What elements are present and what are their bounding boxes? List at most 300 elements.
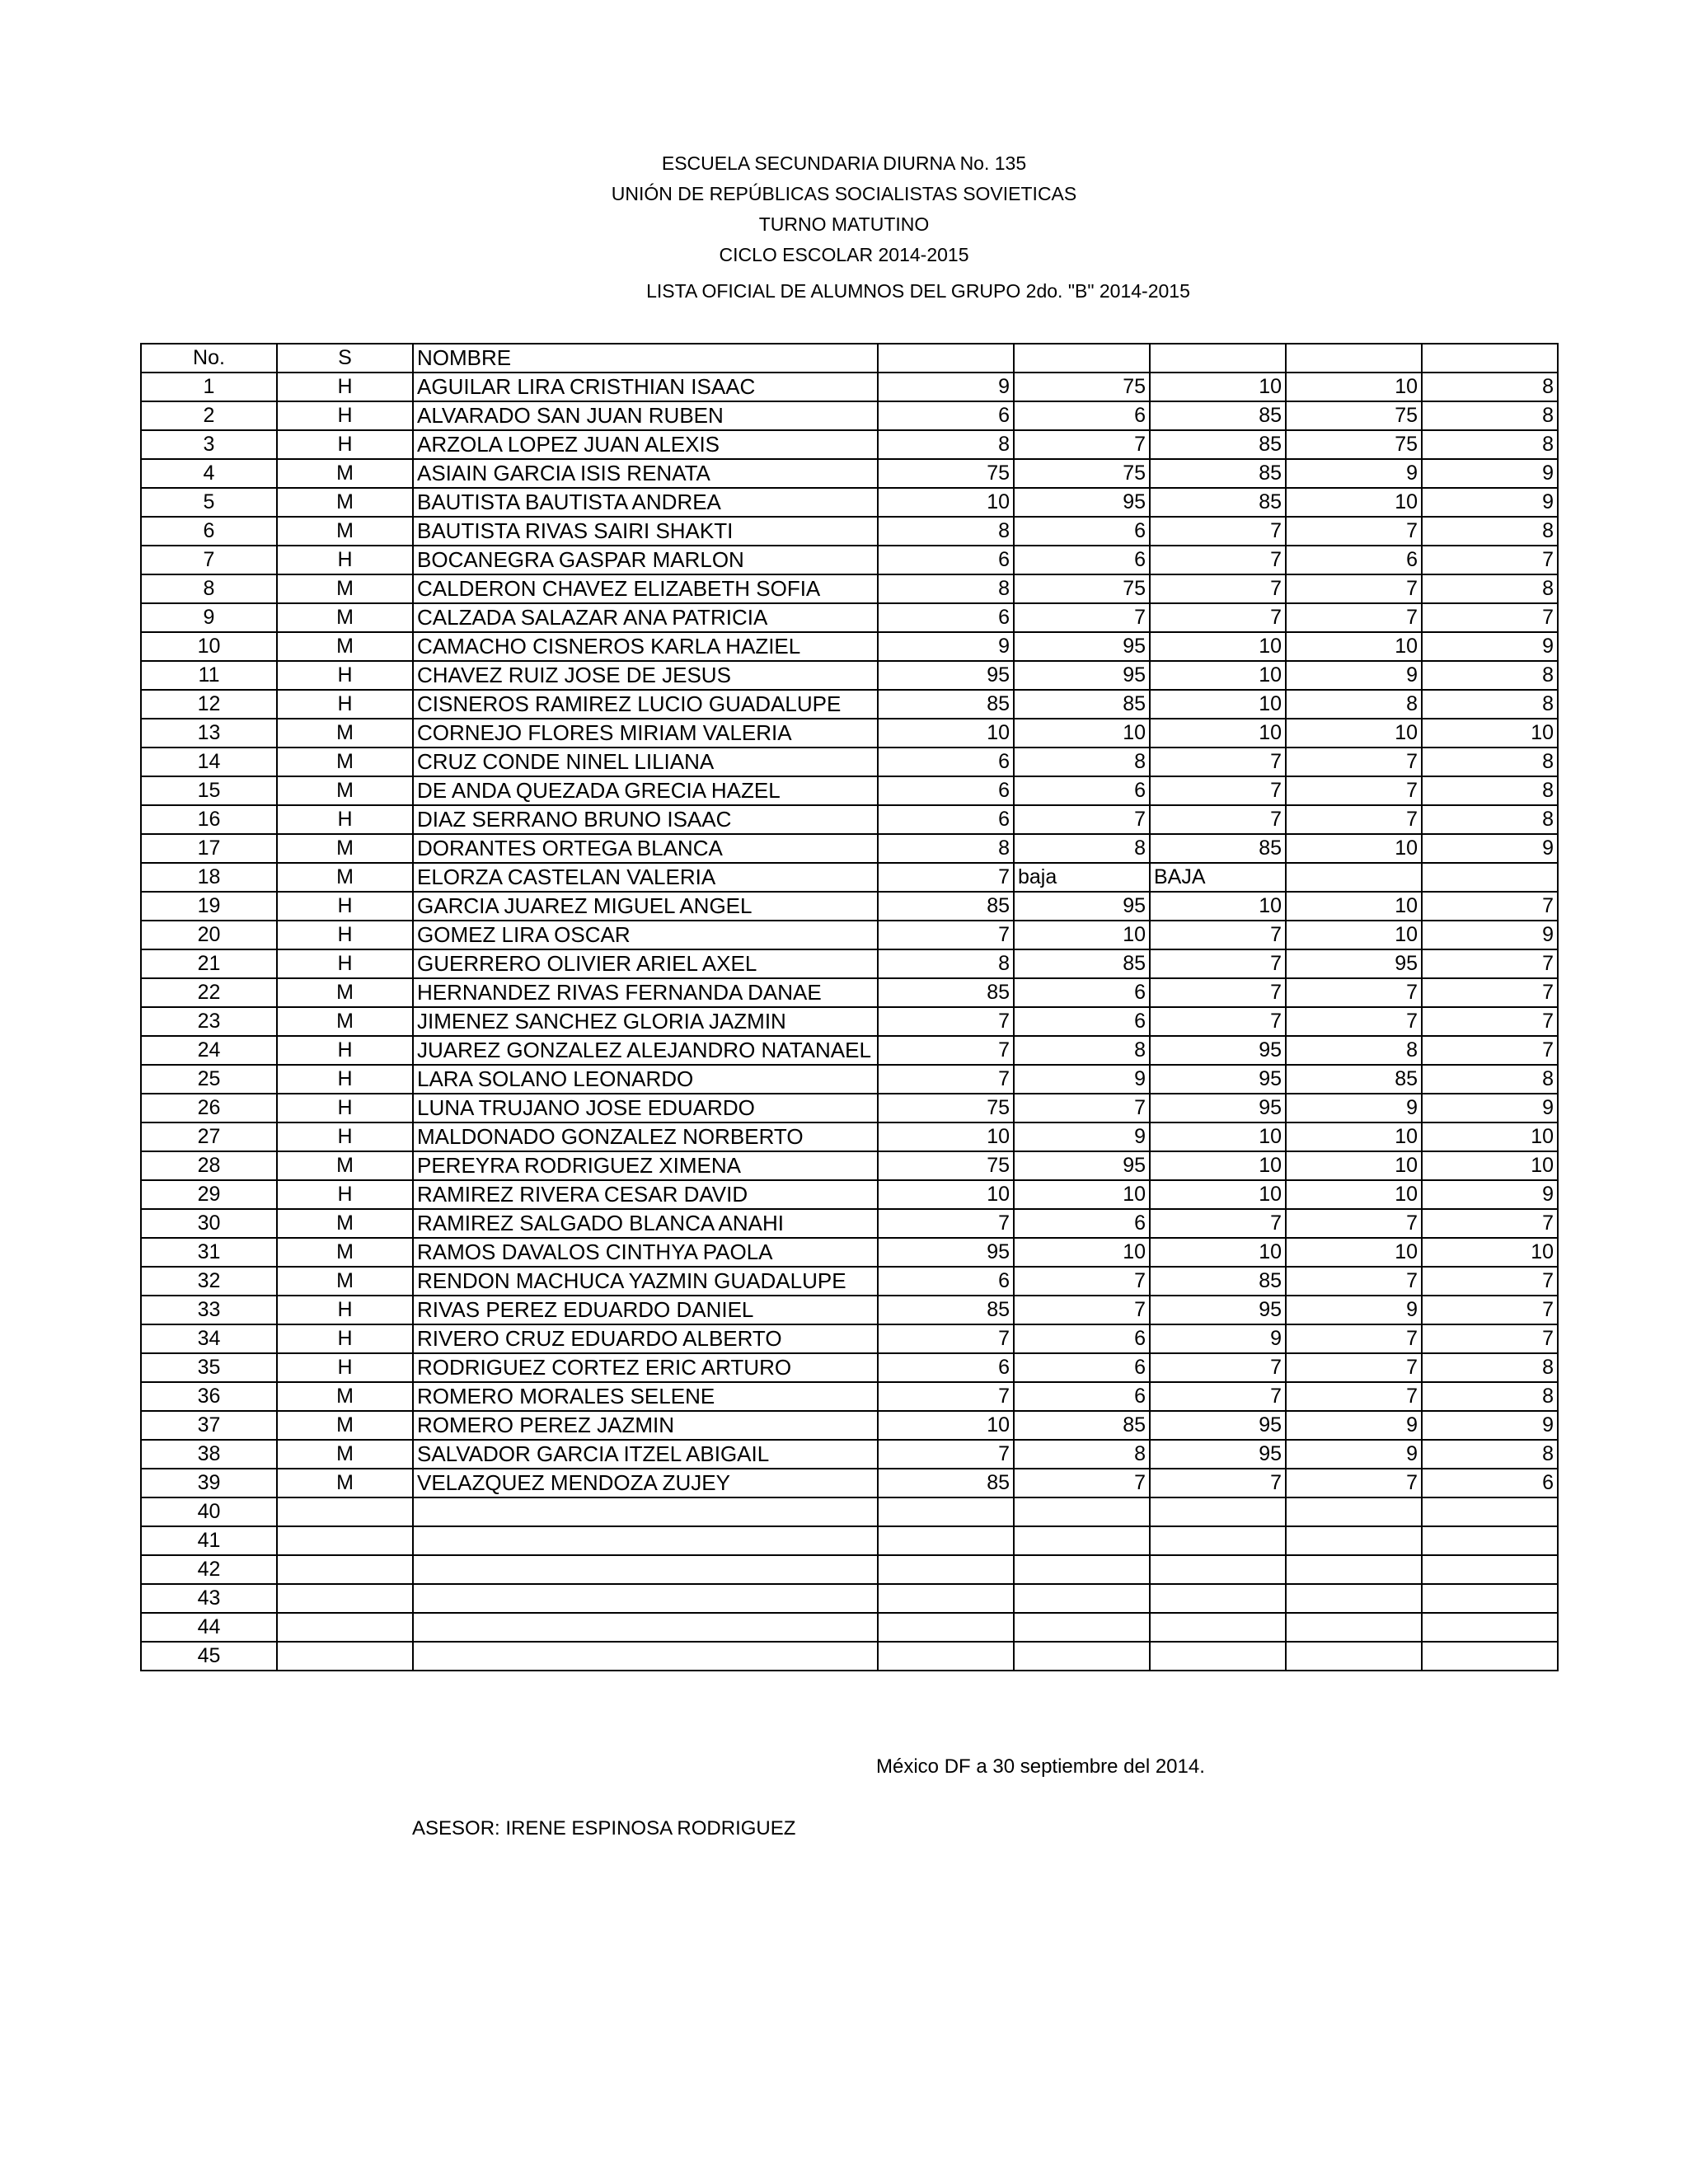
grade-4: 7 <box>1286 1324 1422 1353</box>
table-row <box>141 1555 1558 1584</box>
row-number: 20 <box>141 921 277 949</box>
row-number: 35 <box>141 1353 277 1382</box>
row-number: 44 <box>141 1613 277 1642</box>
row-sex: H <box>277 661 413 690</box>
grade-2: 6 <box>1014 776 1150 805</box>
grade-4: 10 <box>1286 1151 1422 1180</box>
row-sex: H <box>277 805 413 834</box>
grade-2 <box>1014 1497 1150 1526</box>
row-sex: H <box>277 690 413 719</box>
grade-2: 95 <box>1014 1151 1150 1180</box>
grade-4: 95 <box>1286 949 1422 978</box>
grade-5: 7 <box>1422 1209 1558 1238</box>
grade-5: 9 <box>1422 1180 1558 1209</box>
row-sex <box>277 1613 413 1642</box>
grade-4: 10 <box>1286 632 1422 661</box>
grade-2: 85 <box>1014 949 1150 978</box>
grade-4: 9 <box>1286 459 1422 488</box>
grade-3: 10 <box>1150 1151 1286 1180</box>
grade-4: 10 <box>1286 921 1422 949</box>
grade-5: 9 <box>1422 1411 1558 1440</box>
school-header <box>0 148 1688 270</box>
grade-3: 7 <box>1150 1353 1286 1382</box>
grade-5 <box>1422 863 1558 892</box>
grade-2: 85 <box>1014 1411 1150 1440</box>
grade-2: 6 <box>1014 1382 1150 1411</box>
row-number: 18 <box>141 863 277 892</box>
row-sex: H <box>277 1122 413 1151</box>
grade-5 <box>1422 1526 1558 1555</box>
grade-2 <box>1014 1642 1150 1671</box>
table-row <box>141 546 1558 574</box>
grade-3: 10 <box>1150 892 1286 921</box>
row-sex: M <box>277 517 413 546</box>
grade-4: 9 <box>1286 1440 1422 1469</box>
row-number: 30 <box>141 1209 277 1238</box>
row-number: 32 <box>141 1267 277 1296</box>
student-name: RIVERO CRUZ EDUARDO ALBERTO <box>413 1324 878 1353</box>
grade-2: 75 <box>1014 373 1150 401</box>
grade-4 <box>1286 1497 1422 1526</box>
grade-1: 6 <box>878 1353 1014 1382</box>
student-name <box>413 1613 878 1642</box>
grade-3: 7 <box>1150 546 1286 574</box>
student-name: CRUZ CONDE NINEL LILIANA <box>413 748 878 776</box>
student-name: BAUTISTA BAUTISTA ANDREA <box>413 488 878 517</box>
grade-4: 9 <box>1286 1411 1422 1440</box>
grade-4 <box>1286 1526 1422 1555</box>
grade-2: 7 <box>1014 430 1150 459</box>
row-number: 41 <box>141 1526 277 1555</box>
grade-5: 10 <box>1422 719 1558 748</box>
row-number: 12 <box>141 690 277 719</box>
row-number: 38 <box>141 1440 277 1469</box>
row-sex <box>277 1497 413 1526</box>
table-header-row <box>141 344 1558 373</box>
row-number: 5 <box>141 488 277 517</box>
grade-3: 95 <box>1150 1440 1286 1469</box>
student-name <box>413 1584 878 1613</box>
grade-1 <box>878 1526 1014 1555</box>
row-sex: H <box>277 430 413 459</box>
row-number: 43 <box>141 1584 277 1613</box>
row-sex: H <box>277 949 413 978</box>
grade-3: 7 <box>1150 776 1286 805</box>
grade-5: 7 <box>1422 1007 1558 1036</box>
column-header-sex: S <box>277 344 413 373</box>
grade-2: 95 <box>1014 661 1150 690</box>
grade-3 <box>1150 1526 1286 1555</box>
grade-2: 6 <box>1014 401 1150 430</box>
grade-2: 75 <box>1014 574 1150 603</box>
table-row <box>141 892 1558 921</box>
student-name <box>413 1642 878 1671</box>
grade-3: 7 <box>1150 603 1286 632</box>
grade-1 <box>878 1497 1014 1526</box>
row-number: 3 <box>141 430 277 459</box>
row-number: 24 <box>141 1036 277 1065</box>
table-row <box>141 459 1558 488</box>
grade-3: 85 <box>1150 834 1286 863</box>
table-row <box>141 1497 1558 1526</box>
student-name: SALVADOR GARCIA ITZEL ABIGAIL <box>413 1440 878 1469</box>
grade-5: 9 <box>1422 834 1558 863</box>
row-sex: M <box>277 1007 413 1036</box>
row-sex: M <box>277 1238 413 1267</box>
row-sex <box>277 1555 413 1584</box>
row-number: 31 <box>141 1238 277 1267</box>
row-sex: M <box>277 632 413 661</box>
grade-4 <box>1286 1584 1422 1613</box>
student-name: RAMIREZ SALGADO BLANCA ANAHI <box>413 1209 878 1238</box>
grade-5: 8 <box>1422 748 1558 776</box>
row-sex: H <box>277 546 413 574</box>
grade-1: 85 <box>878 1469 1014 1497</box>
table-row <box>141 517 1558 546</box>
student-name: ELORZA CASTELAN VALERIA <box>413 863 878 892</box>
grade-4: 7 <box>1286 776 1422 805</box>
grade-4 <box>1286 1555 1422 1584</box>
grade-5 <box>1422 1555 1558 1584</box>
grade-1: 7 <box>878 921 1014 949</box>
row-number: 16 <box>141 805 277 834</box>
grade-4 <box>1286 1642 1422 1671</box>
grade-1: 7 <box>878 1324 1014 1353</box>
grade-4: 7 <box>1286 1209 1422 1238</box>
grade-5: 9 <box>1422 459 1558 488</box>
column-header-grade-5 <box>1422 344 1558 373</box>
row-number: 1 <box>141 373 277 401</box>
row-number: 34 <box>141 1324 277 1353</box>
grade-2: 85 <box>1014 690 1150 719</box>
grade-1: 85 <box>878 892 1014 921</box>
table-row <box>141 921 1558 949</box>
grade-3 <box>1150 1642 1286 1671</box>
table-row <box>141 1324 1558 1353</box>
grade-4: 75 <box>1286 430 1422 459</box>
grade-5: 7 <box>1422 1267 1558 1296</box>
grade-3: 95 <box>1150 1036 1286 1065</box>
grade-3: 10 <box>1150 1122 1286 1151</box>
student-name: ROMERO PEREZ JAZMIN <box>413 1411 878 1440</box>
advisor-name: ASESOR: IRENE ESPINOSA RODRIGUEZ <box>412 1817 796 1840</box>
grade-3: 7 <box>1150 574 1286 603</box>
table-row <box>141 1267 1558 1296</box>
column-header-name: NOMBRE <box>413 344 878 373</box>
column-header-number: No. <box>141 344 277 373</box>
grade-1: 95 <box>878 1238 1014 1267</box>
grade-5: 10 <box>1422 1151 1558 1180</box>
student-name: ALVARADO SAN JUAN RUBEN <box>413 401 878 430</box>
grade-4: 10 <box>1286 719 1422 748</box>
grade-1: 6 <box>878 603 1014 632</box>
grade-1: 7 <box>878 1209 1014 1238</box>
grade-2: 9 <box>1014 1065 1150 1094</box>
grade-5: 7 <box>1422 603 1558 632</box>
grade-4: 85 <box>1286 1065 1422 1094</box>
grade-5: 8 <box>1422 1065 1558 1094</box>
grade-1: 8 <box>878 517 1014 546</box>
grade-5: 10 <box>1422 1238 1558 1267</box>
table-row <box>141 1411 1558 1440</box>
row-sex: H <box>277 1296 413 1324</box>
row-number: 40 <box>141 1497 277 1526</box>
grade-4: 10 <box>1286 373 1422 401</box>
grade-1: 6 <box>878 776 1014 805</box>
table-row <box>141 805 1558 834</box>
column-header-grade-4 <box>1286 344 1422 373</box>
student-name: JUAREZ GONZALEZ ALEJANDRO NATANAEL <box>413 1036 878 1065</box>
grade-2: 7 <box>1014 1469 1150 1497</box>
student-name: RODRIGUEZ CORTEZ ERIC ARTURO <box>413 1353 878 1382</box>
grade-5: 8 <box>1422 690 1558 719</box>
row-sex: H <box>277 892 413 921</box>
grade-3: 85 <box>1150 459 1286 488</box>
row-sex: H <box>277 1094 413 1122</box>
grade-3: 85 <box>1150 488 1286 517</box>
student-name: GOMEZ LIRA OSCAR <box>413 921 878 949</box>
student-name: ROMERO MORALES SELENE <box>413 1382 878 1411</box>
grade-1: 7 <box>878 1382 1014 1411</box>
grade-4 <box>1286 863 1422 892</box>
grade-4: 7 <box>1286 1353 1422 1382</box>
row-sex: M <box>277 1267 413 1296</box>
row-sex: M <box>277 776 413 805</box>
table-row <box>141 949 1558 978</box>
column-header-grade-3 <box>1150 344 1286 373</box>
grade-4: 7 <box>1286 574 1422 603</box>
table-row <box>141 430 1558 459</box>
table-row <box>141 1094 1558 1122</box>
row-number: 13 <box>141 719 277 748</box>
grade-3: 10 <box>1150 690 1286 719</box>
grade-5: 8 <box>1422 1353 1558 1382</box>
row-number: 28 <box>141 1151 277 1180</box>
row-number: 15 <box>141 776 277 805</box>
row-number: 29 <box>141 1180 277 1209</box>
grade-3: 10 <box>1150 1238 1286 1267</box>
grade-3: 7 <box>1150 748 1286 776</box>
grade-3: 95 <box>1150 1411 1286 1440</box>
row-sex: M <box>277 1151 413 1180</box>
grade-1: 7 <box>878 1007 1014 1036</box>
grade-4: 9 <box>1286 661 1422 690</box>
grade-3: 10 <box>1150 632 1286 661</box>
row-sex: M <box>277 1411 413 1440</box>
student-name: DE ANDA QUEZADA GRECIA HAZEL <box>413 776 878 805</box>
student-roster-table <box>140 343 1559 1671</box>
grade-4: 7 <box>1286 1267 1422 1296</box>
school-cycle: CICLO ESCOLAR 2014-2015 <box>719 244 969 265</box>
grade-2: 10 <box>1014 921 1150 949</box>
grade-1: 9 <box>878 373 1014 401</box>
grade-1: 10 <box>878 719 1014 748</box>
row-number: 14 <box>141 748 277 776</box>
grade-2: baja <box>1014 863 1150 892</box>
grade-4: 10 <box>1286 834 1422 863</box>
grade-3: 10 <box>1150 373 1286 401</box>
signing-date: México DF a 30 septiembre del 2014. <box>876 1755 1205 1778</box>
grade-5: 7 <box>1422 1324 1558 1353</box>
student-name: RIVAS PEREZ EDUARDO DANIEL <box>413 1296 878 1324</box>
grade-5: 6 <box>1422 1469 1558 1497</box>
student-name: BOCANEGRA GASPAR MARLON <box>413 546 878 574</box>
student-name: HERNANDEZ RIVAS FERNANDA DANAE <box>413 978 878 1007</box>
row-sex: M <box>277 574 413 603</box>
row-sex: M <box>277 1469 413 1497</box>
grade-2 <box>1014 1526 1150 1555</box>
row-number: 8 <box>141 574 277 603</box>
grade-1 <box>878 1642 1014 1671</box>
grade-1 <box>878 1613 1014 1642</box>
grade-3: 7 <box>1150 1469 1286 1497</box>
grade-3 <box>1150 1613 1286 1642</box>
student-name: CHAVEZ RUIZ JOSE DE JESUS <box>413 661 878 690</box>
grade-3: 7 <box>1150 978 1286 1007</box>
grade-5: 8 <box>1422 401 1558 430</box>
row-number: 2 <box>141 401 277 430</box>
grade-5: 10 <box>1422 1122 1558 1151</box>
row-number: 7 <box>141 546 277 574</box>
grade-5: 8 <box>1422 517 1558 546</box>
grade-3: 95 <box>1150 1094 1286 1122</box>
row-sex: M <box>277 834 413 863</box>
grade-3 <box>1150 1555 1286 1584</box>
grade-5: 8 <box>1422 373 1558 401</box>
row-sex: H <box>277 921 413 949</box>
student-name <box>413 1497 878 1526</box>
student-name: GUERRERO OLIVIER ARIEL AXEL <box>413 949 878 978</box>
grade-2: 75 <box>1014 459 1150 488</box>
student-name: CAMACHO CISNEROS KARLA HAZIEL <box>413 632 878 661</box>
grade-3: 10 <box>1150 719 1286 748</box>
column-header-grade-1 <box>878 344 1014 373</box>
grade-1: 10 <box>878 1122 1014 1151</box>
grade-1: 7 <box>878 1440 1014 1469</box>
student-name: MALDONADO GONZALEZ NORBERTO <box>413 1122 878 1151</box>
row-number: 9 <box>141 603 277 632</box>
grade-1: 6 <box>878 805 1014 834</box>
grade-1: 8 <box>878 949 1014 978</box>
list-title: LISTA OFICIAL DE ALUMNOS DEL GRUPO 2do. "B" 2014-2015 <box>646 280 1190 302</box>
grade-2: 6 <box>1014 978 1150 1007</box>
row-number: 11 <box>141 661 277 690</box>
table-row <box>141 1238 1558 1267</box>
student-name: ASIAIN GARCIA ISIS RENATA <box>413 459 878 488</box>
row-number: 42 <box>141 1555 277 1584</box>
shift: TURNO MATUTINO <box>758 213 930 235</box>
grade-4 <box>1286 1613 1422 1642</box>
row-sex: M <box>277 459 413 488</box>
student-name: BAUTISTA RIVAS SAIRI SHAKTI <box>413 517 878 546</box>
grade-4: 10 <box>1286 1238 1422 1267</box>
table-row <box>141 1180 1558 1209</box>
row-number: 22 <box>141 978 277 1007</box>
grade-1: 6 <box>878 748 1014 776</box>
grade-2 <box>1014 1613 1150 1642</box>
grade-4: 7 <box>1286 978 1422 1007</box>
roster-body <box>141 373 1558 1671</box>
grade-5 <box>1422 1497 1558 1526</box>
grade-5: 8 <box>1422 430 1558 459</box>
student-name: JIMENEZ SANCHEZ GLORIA JAZMIN <box>413 1007 878 1036</box>
row-sex: M <box>277 719 413 748</box>
grade-2: 6 <box>1014 1209 1150 1238</box>
grade-4: 8 <box>1286 1036 1422 1065</box>
grade-1 <box>878 1584 1014 1613</box>
student-name: CALDERON CHAVEZ ELIZABETH SOFIA <box>413 574 878 603</box>
column-header-grade-2 <box>1014 344 1150 373</box>
student-name: CORNEJO FLORES MIRIAM VALERIA <box>413 719 878 748</box>
row-sex: M <box>277 488 413 517</box>
grade-5: 9 <box>1422 921 1558 949</box>
table-row <box>141 574 1558 603</box>
grade-3: 9 <box>1150 1324 1286 1353</box>
grade-3 <box>1150 1497 1286 1526</box>
row-sex <box>277 1584 413 1613</box>
grade-3: 10 <box>1150 1180 1286 1209</box>
row-sex: H <box>277 1324 413 1353</box>
row-number: 23 <box>141 1007 277 1036</box>
row-number: 45 <box>141 1642 277 1671</box>
grade-2 <box>1014 1555 1150 1584</box>
grade-1: 6 <box>878 546 1014 574</box>
grade-1: 7 <box>878 1036 1014 1065</box>
grade-4: 7 <box>1286 748 1422 776</box>
grade-1: 85 <box>878 978 1014 1007</box>
student-name: LUNA TRUJANO JOSE EDUARDO <box>413 1094 878 1122</box>
student-name: ARZOLA LOPEZ JUAN ALEXIS <box>413 430 878 459</box>
table-row <box>141 373 1558 401</box>
grade-2: 95 <box>1014 892 1150 921</box>
grade-3: 7 <box>1150 517 1286 546</box>
grade-5: 8 <box>1422 805 1558 834</box>
table-row <box>141 401 1558 430</box>
school-subname: UNIÓN DE REPÚBLICAS SOCIALISTAS SOVIETICAS <box>611 183 1077 204</box>
student-name: GARCIA JUAREZ MIGUEL ANGEL <box>413 892 878 921</box>
row-sex: M <box>277 1209 413 1238</box>
grade-5: 8 <box>1422 1382 1558 1411</box>
grade-1: 7 <box>878 863 1014 892</box>
table-row <box>141 1036 1558 1065</box>
grade-3: 7 <box>1150 1382 1286 1411</box>
row-sex: M <box>277 603 413 632</box>
grade-2: 7 <box>1014 1094 1150 1122</box>
grade-4: 10 <box>1286 892 1422 921</box>
grade-1: 85 <box>878 690 1014 719</box>
table-row <box>141 1353 1558 1382</box>
student-name: RENDON MACHUCA YAZMIN GUADALUPE <box>413 1267 878 1296</box>
grade-4: 9 <box>1286 1094 1422 1122</box>
table-row <box>141 690 1558 719</box>
table-row <box>141 1209 1558 1238</box>
row-number: 4 <box>141 459 277 488</box>
grade-1: 8 <box>878 574 1014 603</box>
grade-4: 7 <box>1286 517 1422 546</box>
student-name: VELAZQUEZ MENDOZA ZUJEY <box>413 1469 878 1497</box>
row-sex <box>277 1526 413 1555</box>
table-row <box>141 748 1558 776</box>
grade-2: 6 <box>1014 546 1150 574</box>
grade-2: 6 <box>1014 1353 1150 1382</box>
grade-3: 10 <box>1150 661 1286 690</box>
row-number: 21 <box>141 949 277 978</box>
grade-2: 10 <box>1014 1238 1150 1267</box>
grade-4: 9 <box>1286 1296 1422 1324</box>
table-row <box>141 1007 1558 1036</box>
table-row <box>141 1526 1558 1555</box>
grade-1 <box>878 1555 1014 1584</box>
